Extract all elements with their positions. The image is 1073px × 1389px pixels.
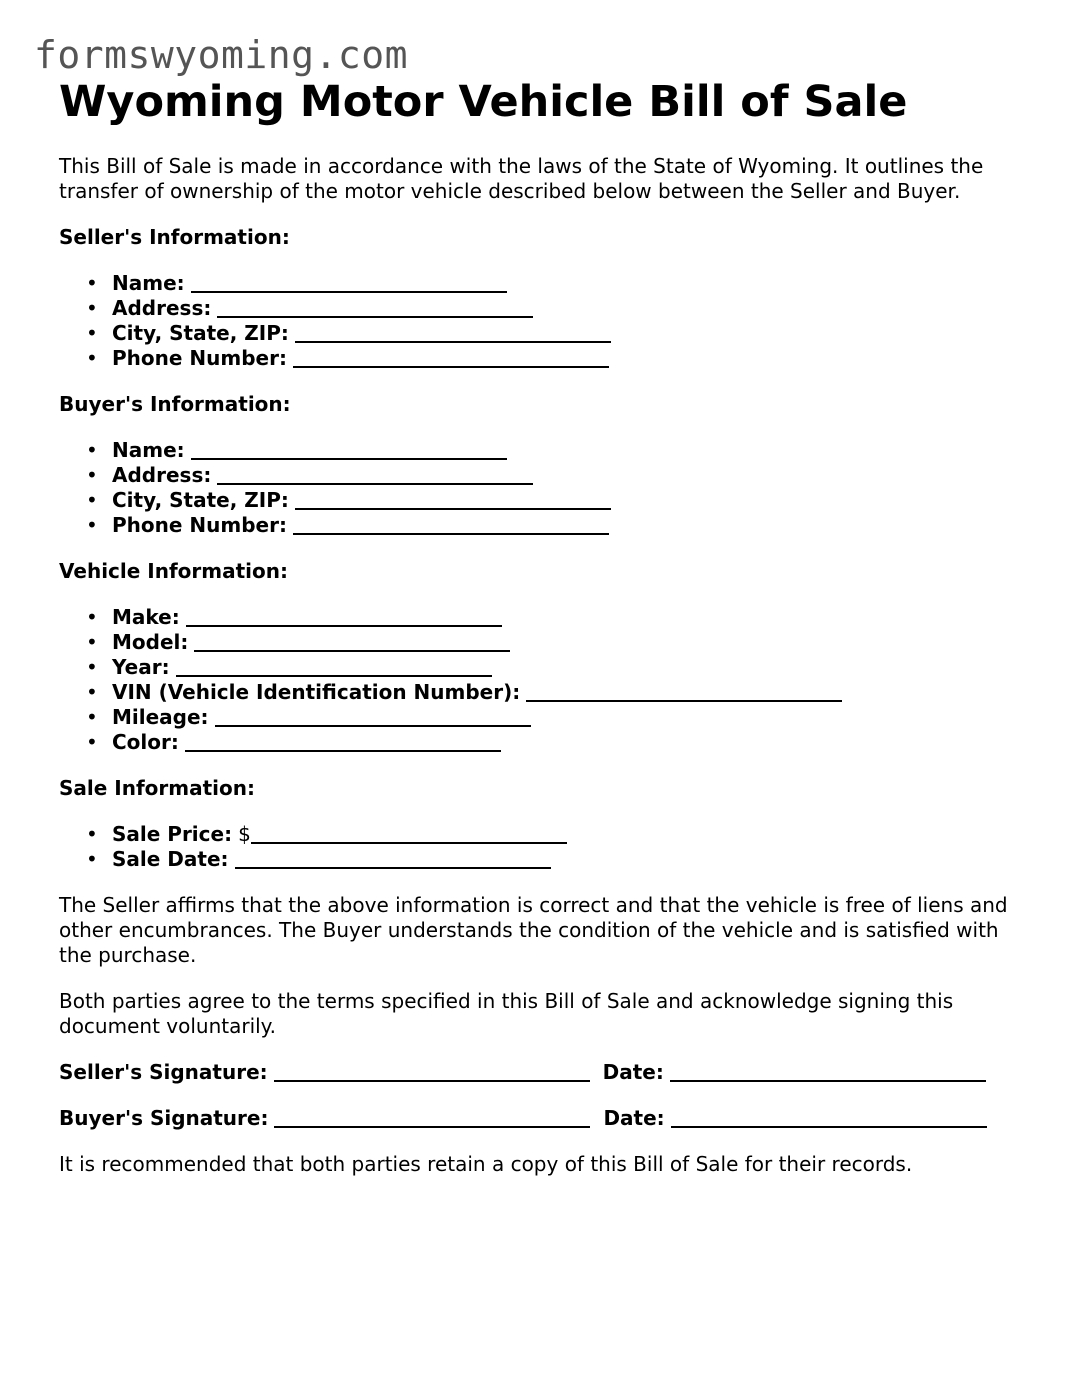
buyer-signature-label: Buyer's Signature: — [59, 1106, 269, 1130]
vehicle-make-blank[interactable] — [186, 625, 502, 627]
buyer-name-field — [112, 438, 1029, 463]
agreement-paragraph: Both parties agree to the terms specified in this Bill of Sale and acknowledge signing this document voluntarily. — [59, 989, 954, 1038]
sale-price-field — [112, 822, 1029, 847]
field-label: Phone Number: — [112, 346, 287, 370]
seller-date-label: Date: — [602, 1060, 664, 1084]
sale-fields-list — [59, 822, 1029, 872]
closing-paragraph: It is recommended that both parties retain a copy of this Bill of Sale for their records. — [59, 1152, 913, 1176]
buyer-date-blank[interactable] — [671, 1126, 987, 1128]
buyer-phone-blank[interactable] — [293, 533, 609, 535]
buyer-name-blank[interactable] — [191, 458, 507, 460]
buyer-city-state-zip-field — [112, 488, 1029, 513]
vehicle-year-field — [112, 655, 1029, 680]
document-title: Wyoming Motor Vehicle Bill of Sale — [59, 77, 908, 127]
field-label: Sale Price: — [112, 822, 233, 846]
seller-name-blank[interactable] — [191, 291, 507, 293]
sale-date-blank[interactable] — [235, 867, 551, 869]
site-watermark: formswyoming.com — [34, 33, 409, 77]
field-label: Sale Date: — [112, 847, 229, 871]
seller-phone-field — [112, 346, 1029, 371]
seller-phone-blank[interactable] — [293, 366, 609, 368]
field-label: Year: — [112, 655, 170, 679]
seller-signature-row — [59, 1060, 1029, 1085]
vehicle-vin-field — [112, 680, 1029, 705]
field-label: Mileage: — [112, 705, 209, 729]
vehicle-color-blank[interactable] — [185, 750, 501, 752]
vehicle-section-heading: Vehicle Information: — [59, 559, 288, 583]
field-label: Name: — [112, 438, 185, 462]
field-label: Color: — [112, 730, 179, 754]
buyer-signature-row — [59, 1106, 1029, 1131]
vehicle-fields-list — [59, 605, 1029, 755]
field-label: Address: — [112, 296, 212, 320]
seller-city-state-zip-blank[interactable] — [295, 341, 611, 343]
buyer-phone-field — [112, 513, 1029, 538]
seller-signature-label: Seller's Signature: — [59, 1060, 268, 1084]
sale-price-blank[interactable] — [251, 842, 567, 844]
seller-date-blank[interactable] — [670, 1080, 986, 1082]
seller-fields-list — [59, 271, 1029, 371]
buyer-address-blank[interactable] — [217, 483, 533, 485]
buyer-date-label: Date: — [603, 1106, 665, 1130]
sale-date-field — [112, 847, 1029, 872]
vehicle-model-blank[interactable] — [194, 650, 510, 652]
field-label: Phone Number: — [112, 513, 287, 537]
vehicle-vin-blank[interactable] — [526, 700, 842, 702]
buyer-city-state-zip-blank[interactable] — [295, 508, 611, 510]
vehicle-make-field — [112, 605, 1029, 630]
seller-city-state-zip-field — [112, 321, 1029, 346]
buyer-address-field — [112, 463, 1029, 488]
field-label: City, State, ZIP: — [112, 321, 289, 345]
seller-signature-blank[interactable] — [274, 1080, 590, 1082]
seller-address-field — [112, 296, 1029, 321]
vehicle-color-field — [112, 730, 1029, 755]
bill-of-sale-document — [59, 72, 1029, 1177]
field-label: VIN (Vehicle Identification Number): — [112, 680, 521, 704]
vehicle-mileage-field — [112, 705, 1029, 730]
field-label: Name: — [112, 271, 185, 295]
seller-name-field — [112, 271, 1029, 296]
intro-paragraph: This Bill of Sale is made in accordance with the laws of the State of Wyoming. It outlines the transfer of ownership of the motor vehicle described below between the Seller and Buyer. — [59, 154, 984, 203]
sale-section-heading: Sale Information: — [59, 776, 255, 800]
buyer-section-heading: Buyer's Information: — [59, 392, 291, 416]
field-label: Model: — [112, 630, 189, 654]
seller-address-blank[interactable] — [217, 316, 533, 318]
affirmation-paragraph: The Seller affirms that the above information is correct and that the vehicle is free of liens and other encumbrances. The Buyer understands the condition of the vehicle and is satisfied with the purchase. — [59, 893, 1008, 967]
vehicle-year-blank[interactable] — [176, 675, 492, 677]
buyer-signature-blank[interactable] — [274, 1126, 590, 1128]
field-label: Address: — [112, 463, 212, 487]
vehicle-model-field — [112, 630, 1029, 655]
field-label: City, State, ZIP: — [112, 488, 289, 512]
seller-section-heading: Seller's Information: — [59, 225, 290, 249]
vehicle-mileage-blank[interactable] — [215, 725, 531, 727]
buyer-fields-list — [59, 438, 1029, 538]
field-label: Make: — [112, 605, 180, 629]
currency-symbol: $ — [238, 822, 251, 846]
